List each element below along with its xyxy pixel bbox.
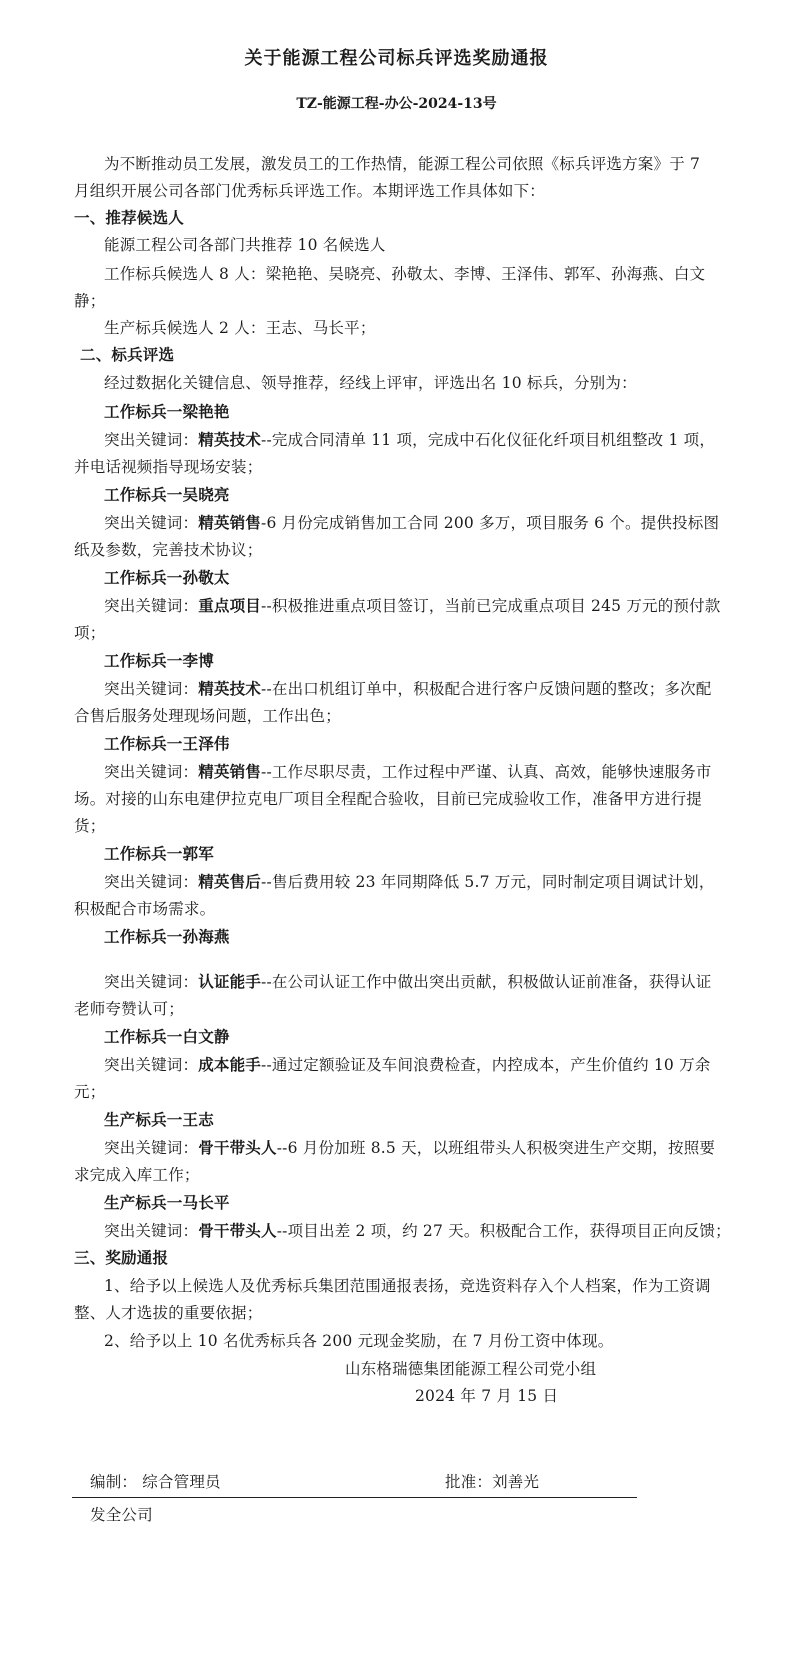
keyword-label: 突出关键词： [104,873,199,891]
keyword-description: --工作尽职尽责，工作过程中严谨、认真、高效，能够快速服务市 [261,763,712,781]
paragraph-line: 积极配合市场需求。 [74,900,216,918]
keyword: 精英销售 [198,762,262,781]
honoree-name: 工作标兵一梁艳艳 [104,402,230,421]
paragraph-line: 求完成入库工作； [74,1166,200,1184]
keyword-description: --在公司认证工作中做出突出贡献，积极做认证前准备，获得认证 [261,973,712,991]
keyword: 精英技术 [198,679,262,698]
intro-line: 为不断推动员工发展，激发员工的工作热情，能源工程公司依照《标兵评选方案》于 7 [104,155,701,173]
document-title: 关于能源工程公司标兵评选奖励通报 [244,48,549,69]
keyword: 精英销售 [198,513,262,532]
honoree-keyword-line [104,760,712,782]
honoree-keyword-line [104,1053,710,1075]
paragraph-line: 静； [74,292,106,310]
paragraph-line: 老师夸赞认可； [74,1000,184,1018]
honoree-name: 工作标兵一郭军 [104,844,214,863]
keyword: 成本能手 [198,1055,262,1074]
footer-divider [72,1497,637,1498]
keyword-label: 突出关键词： [104,763,199,781]
keyword-description: -6 月份完成销售加工合同 200 多万，项目服务 6 个。提供投标图 [261,514,720,532]
section-heading-rewards: 三、奖励通报 [74,1248,169,1267]
paragraph-line: 生产标兵候选人 2 人：王志、马长平； [104,319,376,337]
keyword-description: --在出口机组订单中，积极配合进行客户反馈问题的整改；多次配 [261,680,712,698]
section-heading-selection: 二、标兵评选 [80,345,175,364]
paragraph-line: 工作标兵候选人 8 人：梁艳艳、吴晓亮、孙敬太、李博、王泽伟、郭军、孙海燕、白文 [104,265,706,283]
keyword-description: --积极推进重点项目签订，当前已完成重点项目 245 万元的预付款 [261,597,721,615]
honoree-keyword-line [104,1219,731,1241]
keyword-description: --6 月份加班 8.5 天，以班组带头人积极突进生产交期，按照要 [276,1139,716,1157]
signature-organization: 山东格瑞德集团能源工程公司党小组 [345,1360,597,1378]
paragraph-line: 元； [74,1083,106,1101]
keyword: 精英售后 [198,872,262,891]
keyword-label: 突出关键词： [104,431,199,449]
keyword-label: 突出关键词： [104,597,199,615]
honoree-name: 工作标兵一孙海燕 [104,927,230,946]
document-number: TZ-能源工程-办公-2024-13号 [296,96,497,112]
honoree-name: 工作标兵一王泽伟 [104,734,230,753]
paragraph-line: 1、给予以上候选人及优秀标兵集团范围通报表扬，竞选资料存入个人档案，作为工资调 [104,1277,711,1295]
honoree-keyword-line [104,594,721,616]
compiler-label: 编制： 综合管理员 [90,1473,221,1491]
distribution-label: 发全公司 [90,1506,153,1524]
paragraph-line: 能源工程公司各部门共推荐 10 名候选人 [104,236,386,254]
keyword: 骨干带头人 [198,1221,277,1240]
paragraph-line: 2、给予以上 10 名优秀标兵各 200 元现金奖励，在 7 月份工资中体现。 [104,1332,614,1350]
paragraph-line: 项； [74,624,106,642]
honoree-keyword-line [104,870,715,892]
intro-line: 月组织开展公司各部门优秀标兵评选工作。本期评选工作具体如下： [74,182,546,200]
honoree-keyword-line [104,428,715,450]
honoree-name: 生产标兵一马长平 [104,1193,230,1212]
paragraph-line: 经过数据化关键信息、领导推荐，经线上评审，评选出名 10 标兵，分别为： [104,374,637,392]
honoree-name: 工作标兵一吴晓亮 [104,485,230,504]
paragraph-line: 合售后服务处理现场问题，工作出色； [74,707,341,725]
approver-label: 批准：刘善光 [445,1473,540,1491]
honoree-name: 工作标兵一白文静 [104,1027,230,1046]
paragraph-line: 整、人才选拔的重要依据； [74,1304,263,1322]
honoree-keyword-line [104,677,712,699]
keyword: 精英技术 [198,430,262,449]
keyword-description: --售后费用较 23 年同期降低 5.7 万元，同时制定项目调试计划， [261,873,715,891]
keyword-description: --完成合同清单 11 项，完成中石化仪征化纤项目机组整改 1 项， [261,431,716,449]
keyword-description: --通过定额验证及车间浪费检查，内控成本，产生价值约 10 万余 [261,1056,711,1074]
honoree-name: 生产标兵一王志 [104,1110,214,1129]
keyword-label: 突出关键词： [104,1139,199,1157]
paragraph-line: 货； [74,817,106,835]
honoree-keyword-line [104,970,712,992]
keyword: 骨干带头人 [198,1138,277,1157]
keyword-label: 突出关键词： [104,1222,199,1240]
honoree-keyword-line [104,1136,715,1158]
paragraph-line: 并电话视频指导现场安装； [74,458,263,476]
keyword-label: 突出关键词： [104,973,199,991]
keyword-label: 突出关键词： [104,1056,199,1074]
keyword: 重点项目 [198,596,262,615]
paragraph-line: 场。对接的山东电建伊拉克电厂项目全程配合验收，目前已完成验收工作，准备甲方进行提 [74,790,703,808]
keyword-description: --项目出差 2 项，约 27 天。积极配合工作，获得项目正向反馈； [276,1222,731,1240]
paragraph-line: 纸及参数，完善技术协议； [74,541,263,559]
keyword: 认证能手 [198,972,262,991]
section-heading-candidates: 一、推荐候选人 [74,208,184,227]
keyword-label: 突出关键词： [104,680,199,698]
honoree-keyword-line [104,511,719,533]
honoree-name: 工作标兵一李博 [104,651,214,670]
keyword-label: 突出关键词： [104,514,199,532]
honoree-name: 工作标兵一孙敬太 [104,568,230,587]
signature-date: 2024 年 7 月 15 日 [415,1387,559,1405]
